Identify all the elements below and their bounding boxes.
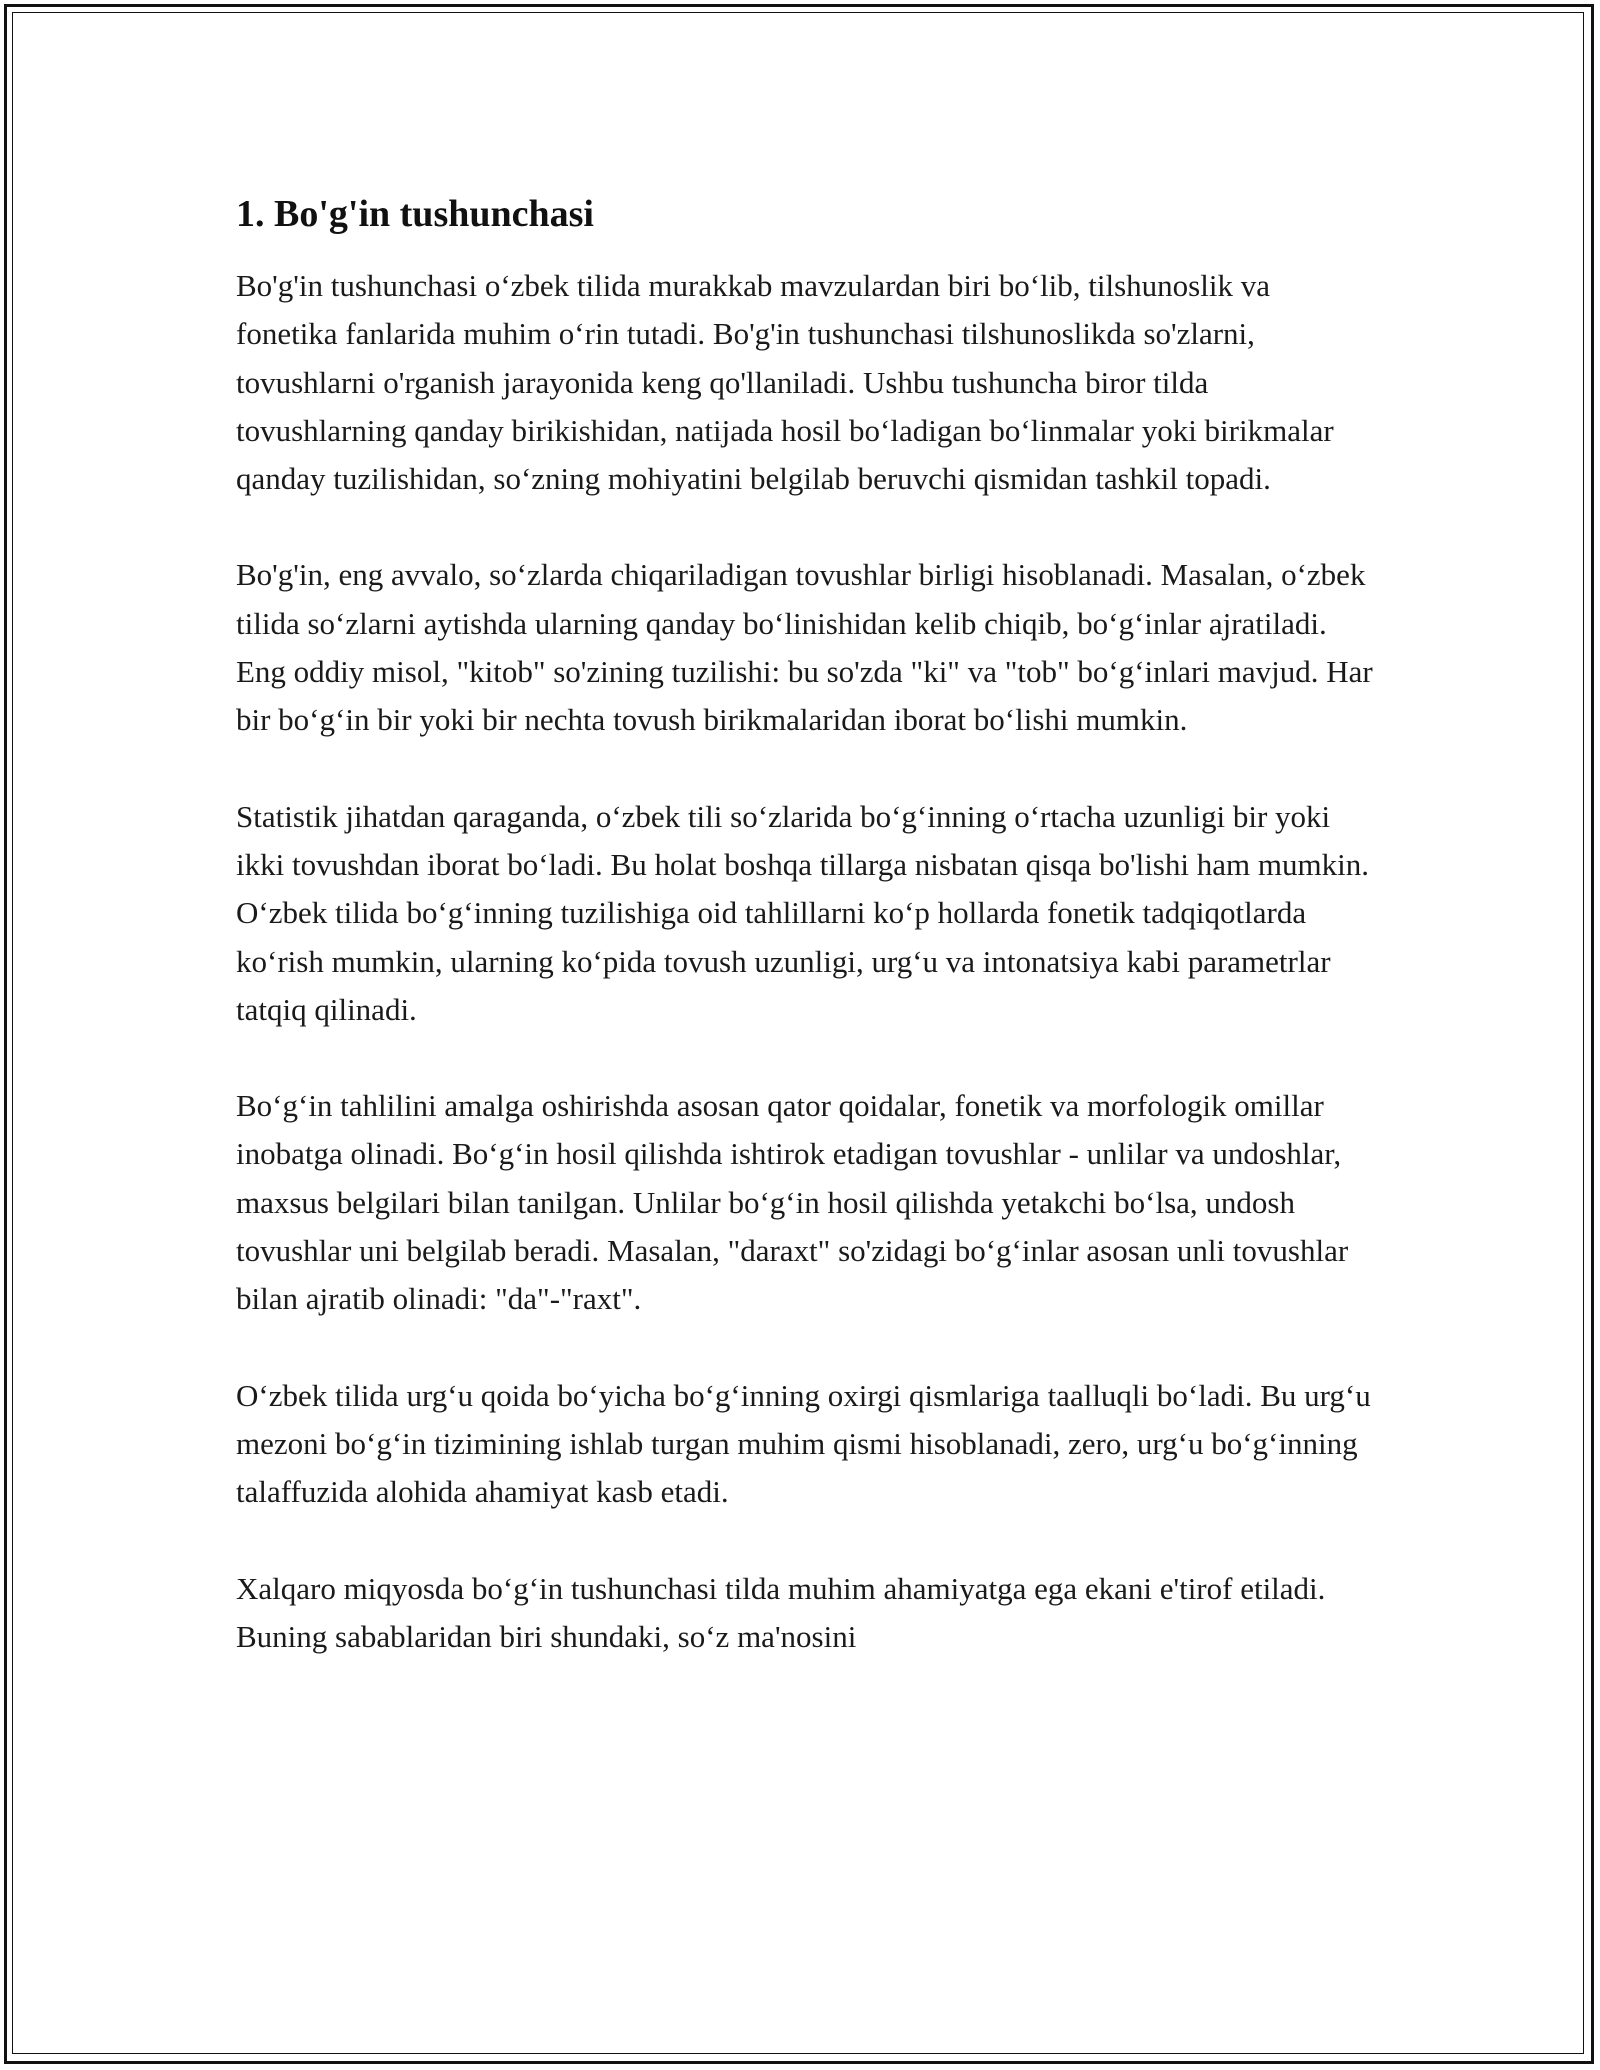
paragraph: Bo‘g‘in tahlilini amalga oshirishda asosan qator qoidalar, fonetik va morfologik omillar inobatga olinadi. Bo‘g‘in hosil qilishda ishtirok etadigan tovushlar - unlilar va undoshlar, maxsus belgilari bilan tanilgan. Unlilar bo‘g‘in hosil qilishda yetakchi bo‘lsa, undosh tovushlar uni belgilab beradi. Masalan, "daraxt" so'zidagi bo‘g‘inlar asosan unli tovushlar bilan ajratib olinadi: "da"-"raxt".	[236, 1088, 1349, 1317]
paragraph: Bo'g'in, eng avvalo, so‘zlarda chiqariladigan tovushlar birligi hisoblanadi. Masalan, o‘zbek tilida so‘zlarni aytishda ularning qanday bo‘linishidan kelib chiqib, bo‘g‘inlar ajratiladi. Eng oddiy misol, "kitob" so'zining tuzilishi: bu so'zda "ki" va "tob" bo‘g‘inlari mavjud. Har bir bo‘g‘in bir yoki bir nechta tovush birikmalaridan iborat bo‘lishi mumkin.	[236, 557, 1373, 738]
document-body	[236, 188, 1376, 1709]
paragraph: Xalqaro miqyosda bo‘g‘in tushunchasi tilda muhim ahamiyatga ega ekani e'tirof etiladi. Buning sabablaridan biri shundaki, so‘z ma'nosini	[236, 1570, 1326, 1654]
section-heading: 1. Bo'g'in tushunchasi	[236, 193, 594, 235]
paragraph: Bo'g'in tushunchasi o‘zbek tilida murakkab mavzulardan biri bo‘lib, tilshunoslik va fonetika fanlarida muhim o‘rin tutadi. Bo'g'in tushunchasi tilshunoslikda so'zlarni, tovushlarni o'rganish jarayonida keng qo'llaniladi. Ushbu tushuncha biror tilda tovushlarning qanday birikishidan, natijada hosil bo‘ladigan bo‘linmalar yoki birikmalar qanday tuzilishidan, so‘zning mohiyatini belgilab beruvchi qismidan tashkil topadi.	[236, 268, 1334, 497]
paragraph: Statistik jihatdan qaraganda, o‘zbek tili so‘zlarida bo‘g‘inning o‘rtacha uzunligi bir yoki ikki tovushdan iborat bo‘ladi. Bu holat boshqa tillarga nisbatan qisqa bo'lishi ham mumkin. O‘zbek tilida bo‘g‘inning tuzilishiga oid tahlillarni ko‘p hollarda fonetik tadqiqotlarda ko‘rish mumkin, ularning ko‘pida tovush uzunligi, urg‘u va intonatsiya kabi parametrlar tatqiq qilinadi.	[236, 798, 1369, 1027]
paragraph: O‘zbek tilida urg‘u qoida bo‘yicha bo‘g‘inning oxirgi qismlariga taalluqli bo‘ladi. Bu urg‘u mezoni bo‘g‘in tizimining ishlab turgan muhim qismi hisoblanadi, zero, urg‘u bo‘g‘inning talaffuzida alohida ahamiyat kasb etadi.	[236, 1377, 1371, 1510]
